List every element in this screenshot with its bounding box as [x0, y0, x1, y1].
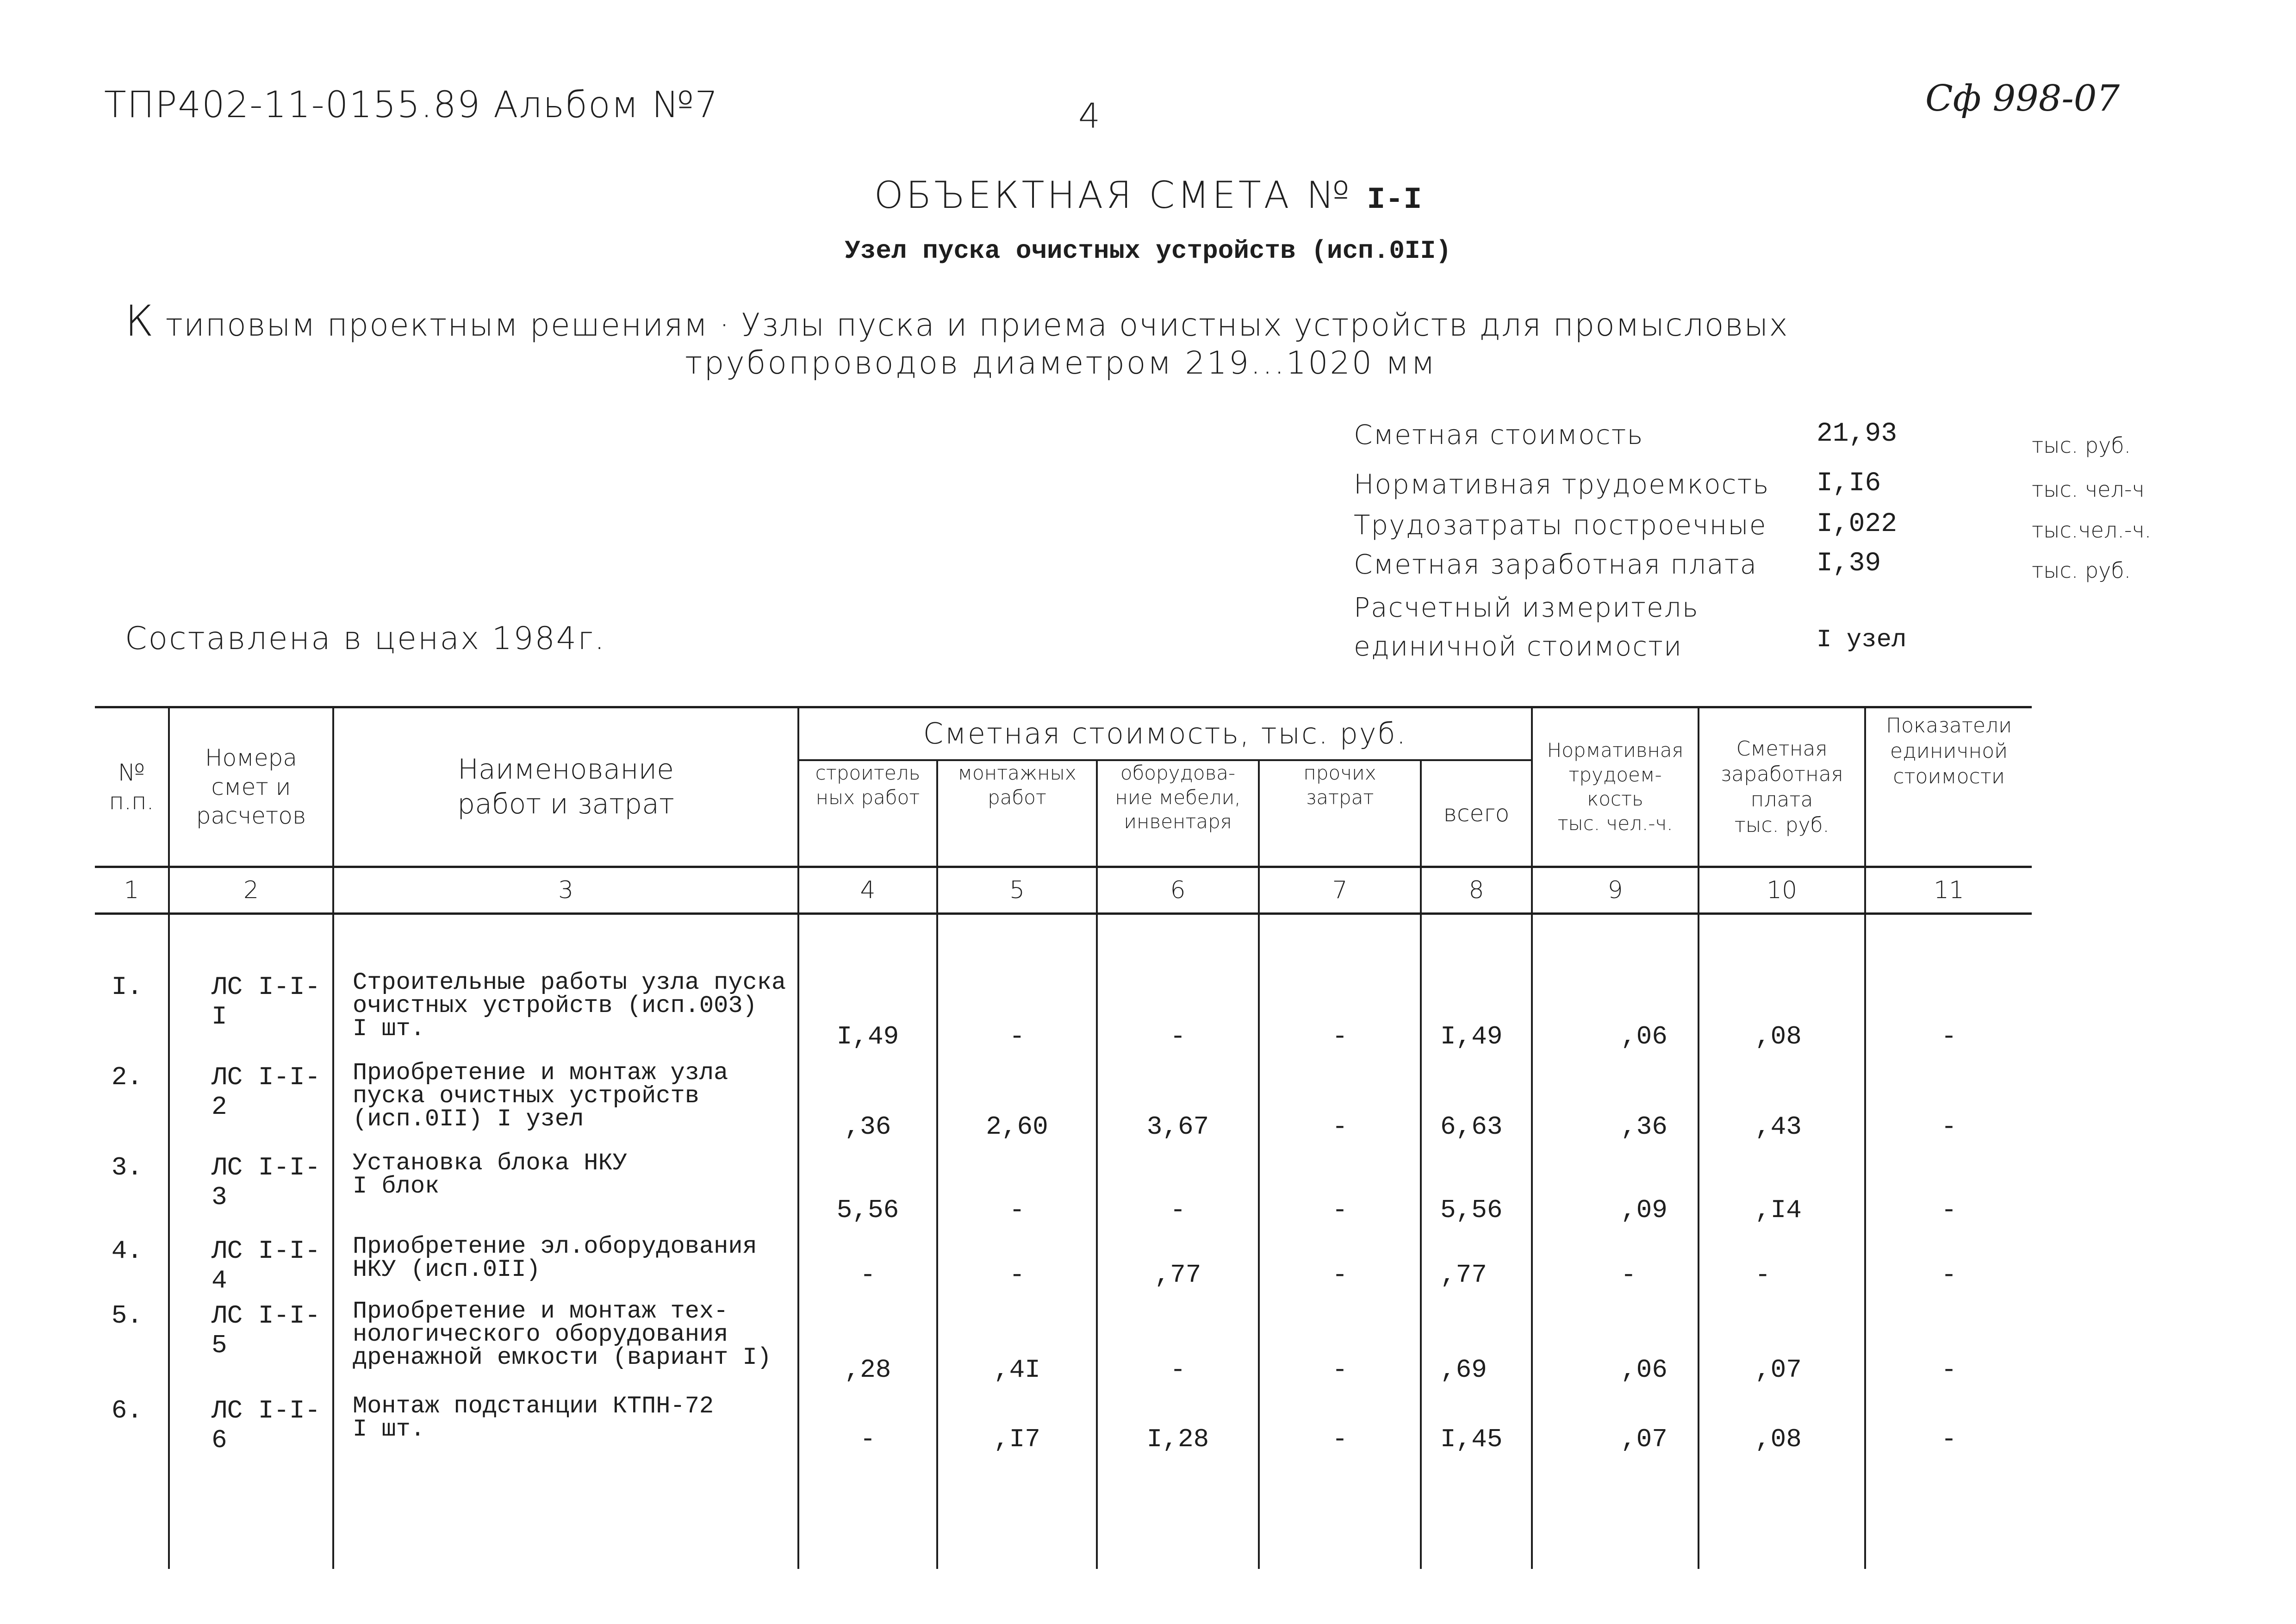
- column-number: 7: [1259, 867, 1421, 914]
- summary-label: единичной стоимости: [1354, 631, 1683, 662]
- row-indicators: -: [1865, 1231, 2032, 1296]
- row-equipment-cost: -: [1097, 1148, 1259, 1231]
- price-base-note: Составлена в ценах 1984г.: [125, 620, 606, 657]
- heading-initial: К: [125, 296, 155, 346]
- row-estimate-ref: ЛС I-I-4: [169, 1231, 333, 1296]
- header-cost-group: Сметная стоимость, тыс. руб.: [798, 707, 1532, 761]
- column-number: 8: [1421, 867, 1532, 914]
- row-description: Приобретение и монтаж тех- нологического оборудования дренажной емкости (вариант I): [333, 1296, 798, 1391]
- estimate-title: [0, 174, 2296, 217]
- row-wages: -: [1699, 1231, 1865, 1296]
- row-total-cost: ,69: [1421, 1296, 1532, 1391]
- row-installation-cost: ,I7: [937, 1391, 1097, 1461]
- table-row: [95, 1296, 2032, 1391]
- row-description: Строительные работы узла пуска очистных устройств (исп.003) I шт.: [333, 968, 798, 1058]
- table-row: [95, 1391, 2032, 1461]
- header-construction: строитель ных работ: [798, 760, 937, 867]
- row-estimate-ref: ЛС I-I-3: [169, 1148, 333, 1231]
- row-other-cost: -: [1259, 1296, 1421, 1391]
- row-number: 4.: [95, 1231, 169, 1296]
- row-other-cost: -: [1259, 1231, 1421, 1296]
- heading-line-1: [125, 296, 1789, 346]
- document-code: ТПР402-11-0155.89 Альбом №7: [104, 84, 719, 126]
- row-labour: ,36: [1532, 1058, 1699, 1148]
- summary-value: I,022: [1817, 509, 1898, 539]
- row-equipment-cost: -: [1097, 1296, 1259, 1391]
- summary-unit: тыс. руб.: [2032, 558, 2131, 583]
- row-description: Приобретение и монтаж узла пуска очистных устройств (исп.0II) I узел: [333, 1058, 798, 1148]
- row-wages: ,07: [1699, 1296, 1865, 1391]
- row-estimate-ref: ЛС I-I-2: [169, 1058, 333, 1148]
- summary-value: 21,93: [1817, 419, 1898, 449]
- row-wages: ,43: [1699, 1058, 1865, 1148]
- row-wages: ,I4: [1699, 1148, 1865, 1231]
- row-total-cost: 5,56: [1421, 1148, 1532, 1231]
- summary-value: I,I6: [1817, 468, 1881, 499]
- table-row: [95, 968, 2032, 1058]
- row-number: 2.: [95, 1058, 169, 1148]
- summary-value: I,39: [1817, 549, 1881, 579]
- table-row: [95, 1058, 2032, 1148]
- stamp-code: Сф 998-07: [1925, 78, 2120, 119]
- estimate-title-text: ОБЪЕКТНАЯ СМЕТА №: [874, 174, 1353, 217]
- heading-line-2: трубопроводов диаметром 219...1020 мм: [685, 345, 1437, 381]
- row-construction-cost: -: [798, 1391, 937, 1461]
- column-number: 11: [1865, 867, 2032, 914]
- row-labour: ,07: [1532, 1391, 1699, 1461]
- summary-label: Трудозатраты построечные: [1354, 509, 1767, 541]
- header-installation: монтажных работ: [937, 760, 1097, 867]
- row-labour: -: [1532, 1231, 1699, 1296]
- estimate-title-number: I-I: [1367, 182, 1422, 217]
- row-installation-cost: 2,60: [937, 1058, 1097, 1148]
- row-labour: ,06: [1532, 1296, 1699, 1391]
- row-number: 3.: [95, 1148, 169, 1231]
- row-estimate-ref: ЛС I-I-6: [169, 1391, 333, 1461]
- column-number: 4: [798, 867, 937, 914]
- column-number: 9: [1532, 867, 1699, 914]
- row-other-cost: -: [1259, 1391, 1421, 1461]
- summary-label: Сметная стоимость: [1354, 419, 1644, 450]
- summary-label: Нормативная трудоемкость: [1354, 468, 1770, 500]
- column-number: 3: [333, 867, 798, 914]
- row-equipment-cost: I,28: [1097, 1391, 1259, 1461]
- row-indicators: -: [1865, 1148, 2032, 1231]
- row-total-cost: 6,63: [1421, 1058, 1532, 1148]
- row-description: Монтаж подстанции КТПН-72 I шт.: [333, 1391, 798, 1461]
- row-equipment-cost: 3,67: [1097, 1058, 1259, 1148]
- row-number: I.: [95, 968, 169, 1058]
- table-row: [95, 1231, 2032, 1296]
- header-equipment: оборудова- ние мебели, инвентаря: [1097, 760, 1259, 867]
- header-num: № п.п.: [95, 707, 169, 867]
- row-description: Приобретение эл.оборудования НКУ (исп.0II): [333, 1231, 798, 1296]
- row-construction-cost: ,28: [798, 1296, 937, 1391]
- row-construction-cost: ,36: [798, 1058, 937, 1148]
- row-number: 6.: [95, 1391, 169, 1461]
- row-wages: ,08: [1699, 1391, 1865, 1461]
- row-installation-cost: -: [937, 1148, 1097, 1231]
- row-construction-cost: 5,56: [798, 1148, 937, 1231]
- heading-line-1-text: типовым проектным решениям · Узлы пуска и приема очистных устройств для промысловых: [165, 307, 1789, 344]
- row-wages: ,08: [1699, 968, 1865, 1058]
- header-refs: Номера смет и расчетов: [169, 707, 333, 867]
- row-equipment-cost: -: [1097, 968, 1259, 1058]
- header-indicators: Показатели единичной стоимости: [1865, 707, 2032, 867]
- header-wages: Сметная заработная плата тыс. руб.: [1699, 707, 1865, 867]
- header-labour: Нормативная трудоем- кость тыс. чел.-ч.: [1532, 707, 1699, 867]
- table-row: [95, 1148, 2032, 1231]
- row-estimate-ref: ЛС I-I-I: [169, 968, 333, 1058]
- row-indicators: -: [1865, 968, 2032, 1058]
- summary-unit: тыс. руб.: [2032, 433, 2131, 458]
- row-total-cost: ,77: [1421, 1231, 1532, 1296]
- page-number: 4: [1078, 96, 1101, 136]
- row-description: Установка блока НКУ I блок: [333, 1148, 798, 1231]
- row-number: 5.: [95, 1296, 169, 1391]
- summary-label: Расчетный измеритель: [1354, 592, 1699, 623]
- row-estimate-ref: ЛС I-I-5: [169, 1296, 333, 1391]
- column-number: 10: [1699, 867, 1865, 914]
- column-number: 2: [169, 867, 333, 914]
- header-other: прочих затрат: [1259, 760, 1421, 867]
- row-indicators: -: [1865, 1391, 2032, 1461]
- row-other-cost: -: [1259, 1058, 1421, 1148]
- column-number: 5: [937, 867, 1097, 914]
- row-equipment-cost: ,77: [1097, 1231, 1259, 1296]
- row-installation-cost: -: [937, 1231, 1097, 1296]
- row-labour: ,09: [1532, 1148, 1699, 1231]
- row-indicators: -: [1865, 1058, 2032, 1148]
- estimate-table: [95, 706, 2032, 1569]
- row-installation-cost: ,4I: [937, 1296, 1097, 1391]
- summary-label: Сметная заработная плата: [1354, 549, 1758, 580]
- header-name: Наименование работ и затрат: [333, 707, 798, 867]
- row-installation-cost: -: [937, 968, 1097, 1058]
- row-construction-cost: -: [798, 1231, 937, 1296]
- row-other-cost: -: [1259, 1148, 1421, 1231]
- summary-value: I узел: [1817, 626, 1907, 654]
- row-other-cost: -: [1259, 968, 1421, 1058]
- estimate-subtitle: Узел пуска очистных устройств (исп.0II): [845, 236, 1451, 266]
- column-number: 1: [95, 867, 169, 914]
- row-construction-cost: I,49: [798, 968, 937, 1058]
- header-total: всего: [1421, 760, 1532, 867]
- column-number: 6: [1097, 867, 1259, 914]
- row-labour: ,06: [1532, 968, 1699, 1058]
- row-total-cost: I,49: [1421, 968, 1532, 1058]
- summary-unit: тыс. чел-ч: [2032, 477, 2145, 502]
- row-total-cost: I,45: [1421, 1391, 1532, 1461]
- row-indicators: -: [1865, 1296, 2032, 1391]
- summary-unit: тыс.чел.-ч.: [2032, 518, 2152, 543]
